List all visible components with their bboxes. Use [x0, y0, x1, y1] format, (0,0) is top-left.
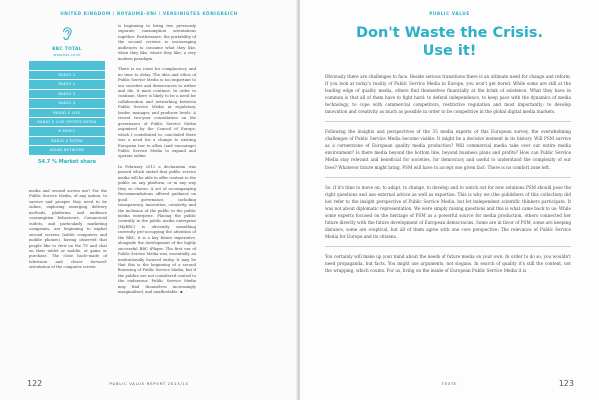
- right-page: [300, 0, 599, 400]
- paragraph-divider: [325, 177, 571, 178]
- station-item: RADIO 3: [29, 90, 105, 99]
- station-item: RADIO 5 LIVE: [29, 109, 105, 118]
- page-number: 123: [558, 379, 574, 388]
- article-body: [325, 73, 571, 280]
- left-column-b: [118, 24, 196, 301]
- title-line-2: Use it!: [422, 43, 477, 59]
- station-item: RADIO 2: [29, 80, 105, 89]
- paragraph-divider: [325, 121, 571, 122]
- footer-section: TEXTE: [441, 381, 458, 386]
- station-item: RADIO 5 LIVE SPORTS EXTRA: [29, 118, 105, 127]
- station-item: RADIO 4: [29, 99, 105, 108]
- running-head: UNITED KINGDOM / ROYAUME-UNI / VEREINIGTES KÖNIGREICH: [60, 11, 238, 16]
- paragraph: is beginning to bring two previously separate consumption orientations together. Furthermore, the portability of the second screens is encouraging audiences to consume what they like, when they like, where they like; a very modern paradigm.: [118, 24, 196, 61]
- running-head: PUBLIC VALUE: [429, 11, 470, 16]
- paragraph: There is no room for complacency and no time to delay. The idea and ethos of Public Service Media is too important to our societies and democracies to wither and die, it must continue. In order to continue, there is likely to be a need for collaboration and networking between Public Service Media at regulatory, leader, manager, and producer levels. A recent two-year consultation on the governance of Public Service Media organised by the Council of Europe, which I contributed to, concluded there was a need for a change to existing European law to allow (and encourage) Public Service Media to expand and operate online.: [118, 67, 196, 159]
- station-item: 6 MUSIC: [29, 127, 105, 136]
- left-column-a: [29, 189, 107, 276]
- paragraph: Obviously there are challenges to face. Beside serious transitions there is an ultimate need for change and reform. If you look at today's reality of Public Service Media in Europe, you won't get bored. While some are still at the leading edge of quality media, others find themselves financially at the brink of existence. What they have in common is that all of them have to fight hard: to defend independence, to keep pace with the dynamics of media technology, to cope with commercial competitors, restrictive regulation and most importantly: to develop innovation and creativity as much as possible in order to be competitive in the global digital media markets.: [325, 74, 571, 115]
- station-item: RADIO 1: [29, 71, 105, 80]
- station-item: RADIO 4 EXTRA: [29, 137, 105, 146]
- station-list-header: [29, 61, 105, 71]
- footer-publication: PUBLIC VALUE REPORT 2013/14: [109, 381, 189, 386]
- left-page: [0, 0, 298, 400]
- page-number: 122: [27, 379, 43, 388]
- info-box-title: BBC TOTAL: [52, 47, 82, 52]
- ear-icon: [57, 24, 77, 44]
- market-share: 54.7 % Market share: [37, 158, 97, 165]
- station-list: [29, 61, 105, 156]
- paragraph: So, if it's time to move on, to adapt, to change, to develop and to watch out for new solutions PSM should pose the right questions and use external advice as well as expertise. This is why we (the publishers of this collection) did not refer to the insight perspective of Public Service Media, but let independent scientific thinkers participate. It was not about diplomatic representation. We were simply raising questions and this is what came back to us: While some experts focused on the heritage of PSM as a powerful source for media production, others connected her future directly with the future development of European democracies. Some are in favor of PSM, some are keeping distance, some are sceptical, but all of them agree with one core perspective: The relevance of Public Service Media for Europe and its citizens.: [325, 184, 571, 239]
- paragraph: In February 2012 a declaration was passed which stated that public service media will be able to offer content to the public on any platform, or in any way they so choose. A set of accompanying Recommendations offered guidance on good governance, including transparency, innovation, creativity, and the inclusion of the public in the public media enterprise. Placing the public centrally in the public media enterprise (MyBBC) is obviously something currently pre-occupying the attention of the BBC, it is a key future imperative, alongside the development of the highly successful BBC iPlayer. The first era of Public Service Media was, essentially, an institutionally focused entity. It may be that this is the beginning of a second flowering of Public Service Media, but if the publics are not considered central to the endeavour, Public Service Media may find themselves increasingly marginalised, and unaffordable. ▪: [118, 164, 196, 295]
- paragraph: You certainly will make up your mind about the needs of future media on your own. In order to do so, you wouldn't need propaganda, but facts. You might use arguments, not slogans. In search of quality it's still the content, not the wrapping, which counts. For us, living on the inside of European Public Service Media it is: [325, 253, 571, 274]
- info-box-url: www.bbc.co.uk: [53, 53, 81, 57]
- title-line-1: Don't Waste the Crisis.: [355, 25, 544, 41]
- info-box: [29, 24, 105, 165]
- paragraph: media and second screen use? For the Public Service Media, of any nation, to survive and prosper they need to be online; exploring emerging delivery methods, platforms, and audience consumption behaviours. Commercial outlets, and particularly marketing companies, are beginning to exploit second screens (tablet computers and mobile phones), having observed that people like to view on the TV and chat on their tablet or mobile, or game or purchase. The close bacle-made of television and closer forward- orientation of the computer screen.: [29, 189, 107, 270]
- paragraph: Following the insights and perspectives of the 35 media experts of this European survey, the overwhelming challenges of Public Service Media become visible: It might be a decisive moment in its history. Will PSM survive as a cornerstone of European quality media production? Will commercial media take over our entire media environment? Is there media beyond the bottom line, beyond business plans and profits? How can Public Service Media stay relevant and beneficial for societies, for democracy and useful to understand the complexity of our lives? Whatever future might bring, PSM will have to accept one given fact: There is no comfort zone left.: [325, 129, 571, 170]
- paragraph-divider: [325, 246, 571, 247]
- station-item: ASIAN NETWORK: [29, 146, 105, 155]
- article-title: [300, 24, 599, 60]
